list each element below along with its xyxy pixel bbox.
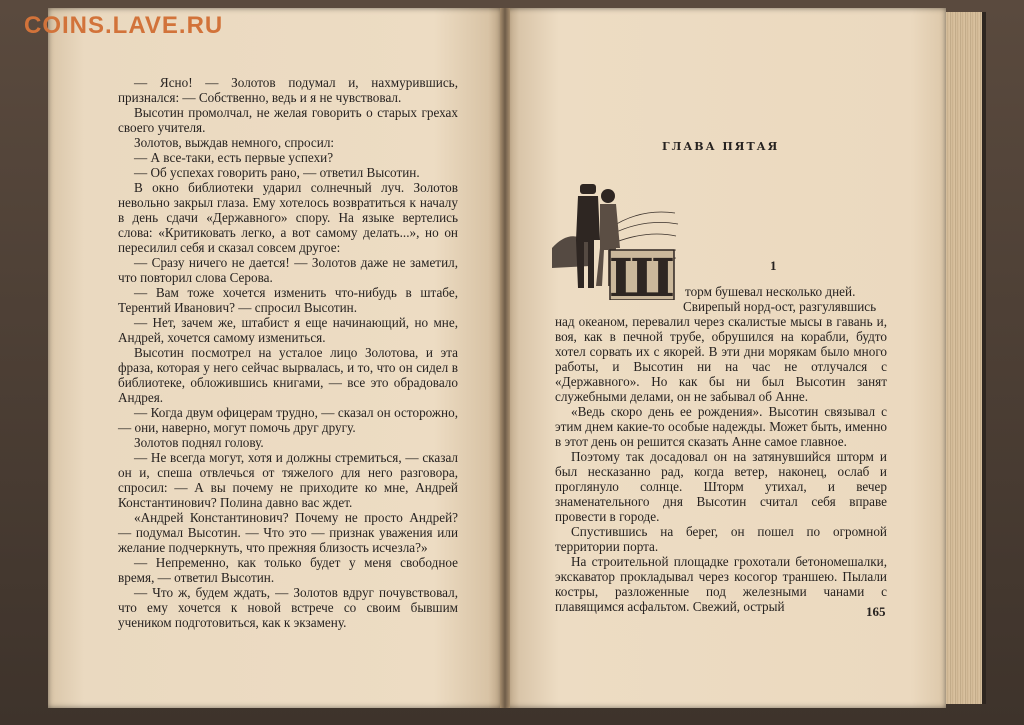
left-page-text <box>118 75 458 630</box>
chapter-title: ГЛАВА ПЯТАЯ <box>662 140 780 153</box>
paragraph: Золотов поднял голову. <box>134 435 264 450</box>
watermark: COINS.LAVE.RU <box>24 12 224 39</box>
paragraph: Золотов, выждав немного, спросил: <box>134 135 335 150</box>
first-line: торм бушевал несколько дней. <box>685 284 856 299</box>
paragraph: «Ведь скоро день ее рождения». Высотин связывал с этим днем какие-то особые надежды. Может быть, именно в этот день он решится сказать Анне самое главное. <box>555 404 887 449</box>
paragraph: — Что ж, будем ждать, — Золотов вдруг почувствовал, что ему хочется к новой встрече со своим бывшим учеником подготовиться, как к экзамену. <box>118 585 458 630</box>
paragraph: На строительной площадке грохотали бетономешалки, экскаватор прокладывал через косогор траншею. Пылали костры, разложенные под железными чанами с плавящимся асфальтом. Свежий, острый <box>555 554 887 614</box>
page-edges <box>946 12 986 704</box>
page-number: 165 <box>866 604 886 619</box>
drop-cap: Ш <box>609 248 675 300</box>
paragraph: — Когда двум офицерам трудно, — сказал он осторожно, — они, наверно, могут помочь друг другу. <box>118 405 458 435</box>
paragraph: — Ясно! — Золотов подумал и, нахмурившись, признался: — Собственно, ведь и я не чувствовал. <box>118 75 458 105</box>
paragraph: — Сразу ничего не дается! — Золотов даже не заметил, что повторил слова Серова. <box>118 255 458 285</box>
paragraph: — Нет, зачем же, штабист я еще начинающий, но мне, Андрей, хочется самому измениться. <box>118 315 458 345</box>
paragraph: — Не всегда могут, хотя и должны стремиться, — сказал он и, спеша отвлечься от тяжелого для него разговора, спросил: — А вы почему не приходите ко мне, Андрей Константинович? Полина давно вас ждет. <box>118 450 458 510</box>
book-spine <box>500 8 510 708</box>
paragraph: В окно библиотеки ударил солнечный луч. Золотов невольно закрыл глаза. Ему хотелось возвратиться к началу в день сдачи «Державного» спору. На языке вертелись слова: «Критиковать легко, а вот самому делать...», но он пересилил себя и сказал совсем другое: <box>118 180 458 255</box>
paragraph: «Андрей Константинович? Почему не просто Андрей? — подумал Высотин. — Что это — признак уважения или желание подчеркнуть, что прежняя близость исчезла?» <box>118 510 458 555</box>
paragraph: Высотин промолчал, не желая говорить о старых грехах своего учителя. <box>118 105 458 135</box>
chapter-illustration <box>550 168 680 300</box>
section-number: 1 <box>770 258 777 273</box>
paragraph: — Вам тоже хочется изменить что-нибудь в штабе, Терентий Иванович? — спросил Высотин. <box>118 285 458 315</box>
paragraph: Поэтому так досадовал он на затянувшийся шторм и был несказанно рад, когда ветер, наконец, ослаб и проглянуло солнце. Шторм утихал, и вечер знаменательного дня Высотин считал себя вправе провести в городе. <box>555 449 887 524</box>
paragraph: Спустившись на берег, он пошел по огромной территории порта. <box>555 524 887 554</box>
paragraph: Высотин посмотрел на усталое лицо Золотова, и эта фраза, которая у него сейчас вырвалась, и то, что он сидел в библиотеке, обложившись книгами, — все это обрадовало Андрея. <box>118 345 458 405</box>
hang-line: Свирепый норд-ост, разгулявшись <box>683 299 877 314</box>
paragraph: — Непременно, как только будет у меня свободное время, — ответил Высотин. <box>118 555 458 585</box>
paragraph: — Об успехах говорить рано, — ответил Высотин. <box>134 165 420 180</box>
paragraph: над океаном, перевалил через скалистые мысы в гавань и, воя, как в печной трубе, обрушился на корабли, будто хотел сорвать их с якорей. В эти дни морякам было много работы, и Высотин ни на час не отлучался с «Державного». Но как бы ни был Высотин занят служебными делами, он не забывал об Анне. <box>555 314 887 404</box>
right-page-text <box>555 284 887 614</box>
paragraph: — А все-таки, есть первые успехи? <box>134 150 334 165</box>
